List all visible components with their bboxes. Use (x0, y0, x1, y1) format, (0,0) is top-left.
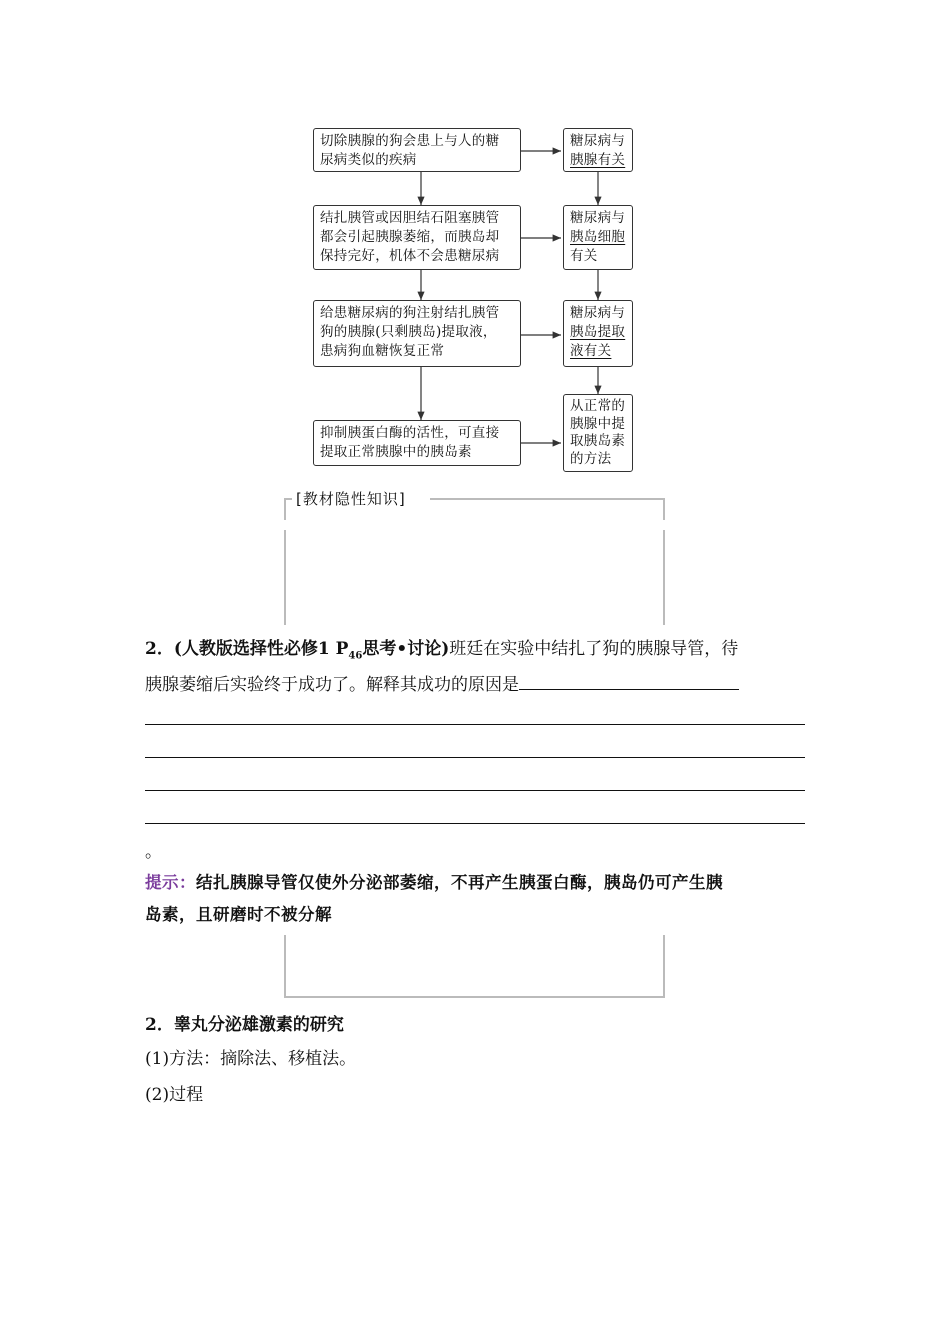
flow-box-left-2: 结扎胰管或因胆结石阻塞胰管 都会引起胰腺萎缩，而胰岛却 保持完好，机体不会患糖尿病 (313, 205, 521, 270)
question-line-1: 2．(人教版选择性必修1 $P_{46}$思考•讨论)班廷在实验中结扎了狗的胰腺导管，待 (145, 639, 739, 662)
frame-top-right-corner (430, 499, 664, 520)
section-heading: 2．睾丸分泌雄激素的研究 (145, 1015, 344, 1035)
flow-box-right-3: 糖尿病与 胰岛提取 液有关 (563, 300, 633, 367)
knowledge-box-title: [教材隐性知识] (296, 490, 406, 508)
answer-blank-line-1[interactable] (145, 724, 805, 725)
hint-line-1: 提示：结扎胰腺导管仅使外分泌部萎缩，不再产生胰蛋白酶，胰岛仍可产生胰 (145, 873, 723, 892)
flow-box-left-1: 切除胰腺的狗会患上与人的糖 尿病类似的疾病 (313, 128, 521, 172)
flow-box-right-2: 糖尿病与 胰岛细胞 有关 (563, 205, 633, 270)
answer-blank-line-4[interactable] (145, 823, 805, 824)
hint-line-2: 岛素，且研磨时不被分解 (145, 905, 332, 924)
flow-box-right-4: 从正常的 胰腺中提 取胰岛素 的方法 (563, 394, 633, 472)
section-process: (2)过程 (145, 1085, 204, 1105)
flow-box-left-4: 抑制胰蛋白酶的活性，可直接 提取正常胰腺中的胰岛素 (313, 420, 521, 466)
question-line-2: 胰腺萎缩后实验终于成功了。解释其成功的原因是 (145, 668, 805, 702)
answer-blank-inline[interactable] (519, 671, 739, 690)
answer-end-mark: 。 (145, 842, 162, 862)
answer-blank-line-2[interactable] (145, 757, 805, 758)
answer-blank-line-3[interactable] (145, 790, 805, 791)
flow-box-right-1: 糖尿病与 胰腺有关 (563, 128, 633, 172)
frame-bottom (285, 935, 664, 997)
flow-box-left-3: 给患糖尿病的狗注射结扎胰管 狗的胰腺(只剩胰岛)提取液， 患病狗血糖恢复正常 (313, 300, 521, 367)
hint-label: 提示： (145, 873, 196, 892)
frame-top-left-corner (285, 499, 292, 520)
section-method: (1)方法：摘除法、移植法。 (145, 1049, 357, 1069)
